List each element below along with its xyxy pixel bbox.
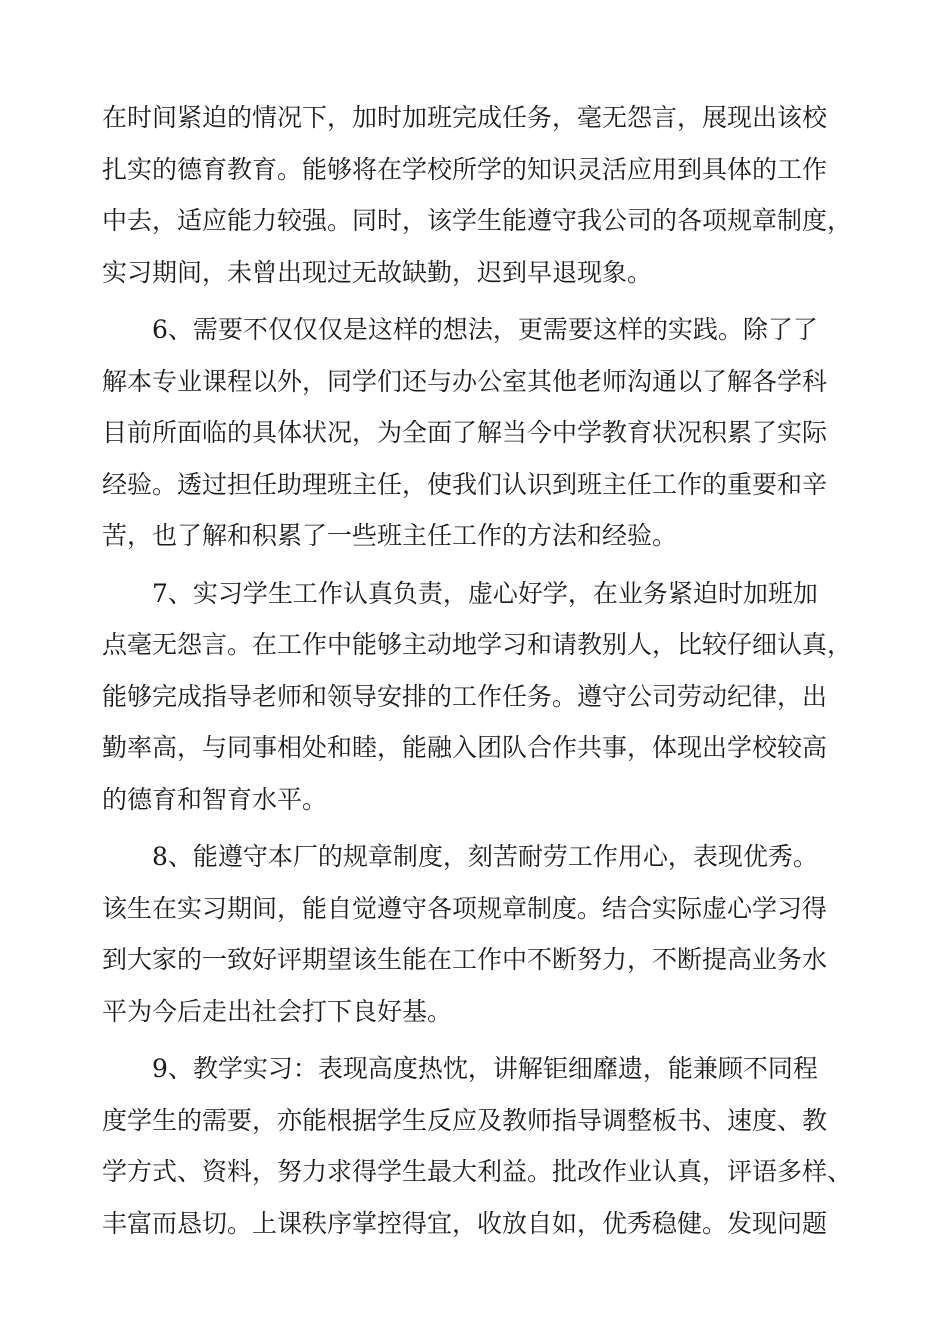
text-line: 学方式、资料，努力求得学生最大利益。批改作业认真，评语多样、: [102, 1157, 853, 1186]
text-line: 点毫无怨言。在工作中能够主动地学习和请教别人，比较仔细认真，: [102, 630, 853, 659]
text-line: 能够完成指导老师和领导安排的工作任务。遵守公司劳动纪律，出: [102, 681, 828, 711]
text-line: 8、能遵守本厂的规章制度，刻苦耐劳工作用心，表现优秀。: [152, 842, 818, 871]
text-line: 在时间紧迫的情况下，加时加班完成任务，毫无怨言，展现出该校: [102, 103, 828, 132]
text-line: 到大家的一致好评期望该生能在工作中不断努力，不断提高业务水: [102, 945, 828, 974]
text-line: 目前所面临的具体状况，为全面了解当今中学教育状况积累了实际: [102, 418, 828, 447]
paragraph-6: [102, 304, 862, 562]
text-line: 7、实习学生工作认真负责，虚心好学，在业务紧迫时加班加: [152, 578, 818, 608]
text-line: 经验。透过担任助理班主任，使我们认识到班主任工作的重要和辛: [102, 469, 828, 499]
text-line: 解本专业课程以外，同学们还与办公室其他老师沟通以了解各学科: [102, 366, 828, 396]
paragraph-continuation: [102, 92, 862, 298]
text-line: 实习期间，未曾出现过无故缺勤，迟到早退现象。: [102, 257, 653, 287]
text-line: 9、教学实习：表现高度热忱，讲解钜细靡遗，能兼顾不同程: [152, 1054, 818, 1083]
text-line: 6、需要不仅仅仅是这样的想法，更需要这样的实践。除了了: [152, 315, 818, 344]
paragraph-7: [102, 568, 862, 826]
text-line: 度学生的需要，亦能根据学生反应及教师指导调整板书、速度、教: [102, 1105, 828, 1135]
paragraph-9: [102, 1043, 862, 1249]
text-line: 苦，也了解和积累了一些班主任工作的方法和经验。: [102, 521, 678, 550]
text-line: 勤率高，与同事相处和睦，能融入团队合作共事，体现出学校较高: [102, 733, 828, 762]
text-line: 平为今后走出社会打下良好基。: [102, 996, 453, 1026]
document-body: [102, 92, 862, 1249]
text-line: 中去，适应能力较强。同时，该学生能遵守我公司的各项规章制度，: [102, 206, 853, 235]
paragraph-8: [102, 831, 862, 1037]
text-line: 扎实的德育教育。能够将在学校所学的知识灵活应用到具体的工作: [102, 154, 828, 184]
text-line: 该生在实习期间，能自觉遵守各项规章制度。结合实际虚心学习得: [102, 893, 828, 923]
text-line: 的德育和智育水平。: [102, 784, 328, 814]
text-line: 丰富而恳切。上课秩序掌控得宜，收放自如，优秀稳健。发现问题: [102, 1208, 828, 1238]
